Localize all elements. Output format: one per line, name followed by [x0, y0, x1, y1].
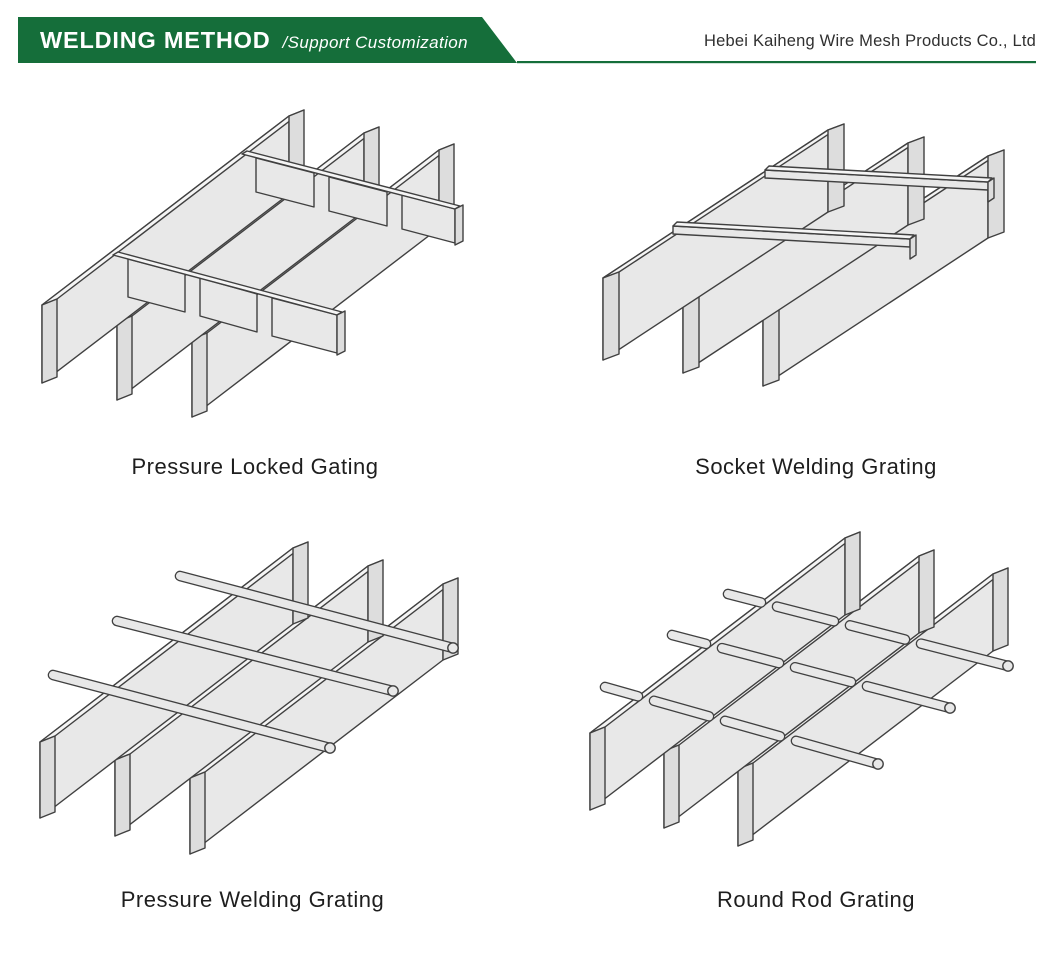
panel-round-rod [560, 518, 1060, 878]
socket-welding-grating-illustration [560, 100, 1060, 450]
caption-pressure-welding: Pressure Welding Grating [120, 887, 385, 912]
caption-socket-welding: Socket Welding Grating [695, 454, 937, 479]
company-name: Hebei Kaiheng Wire Mesh Products Co., Ltd [704, 32, 1036, 50]
pressure-locked-grating-illustration [20, 100, 530, 450]
panel-pressure-welding [20, 518, 530, 878]
banner-text [40, 17, 468, 63]
panel-pressure-locked [20, 100, 530, 450]
banner-subtitle: /Support Customization [282, 33, 469, 52]
pressure-welding-grating-illustration [20, 518, 530, 878]
caption-round-rod: Round Rod Grating [716, 887, 916, 912]
caption-pressure-locked: Pressure Locked Gating [131, 454, 379, 479]
header-underline [517, 61, 1036, 63]
round-rod-grating-illustration [560, 518, 1060, 878]
panel-socket-welding [560, 100, 1060, 450]
banner-title: WELDING METHOD [40, 27, 271, 53]
